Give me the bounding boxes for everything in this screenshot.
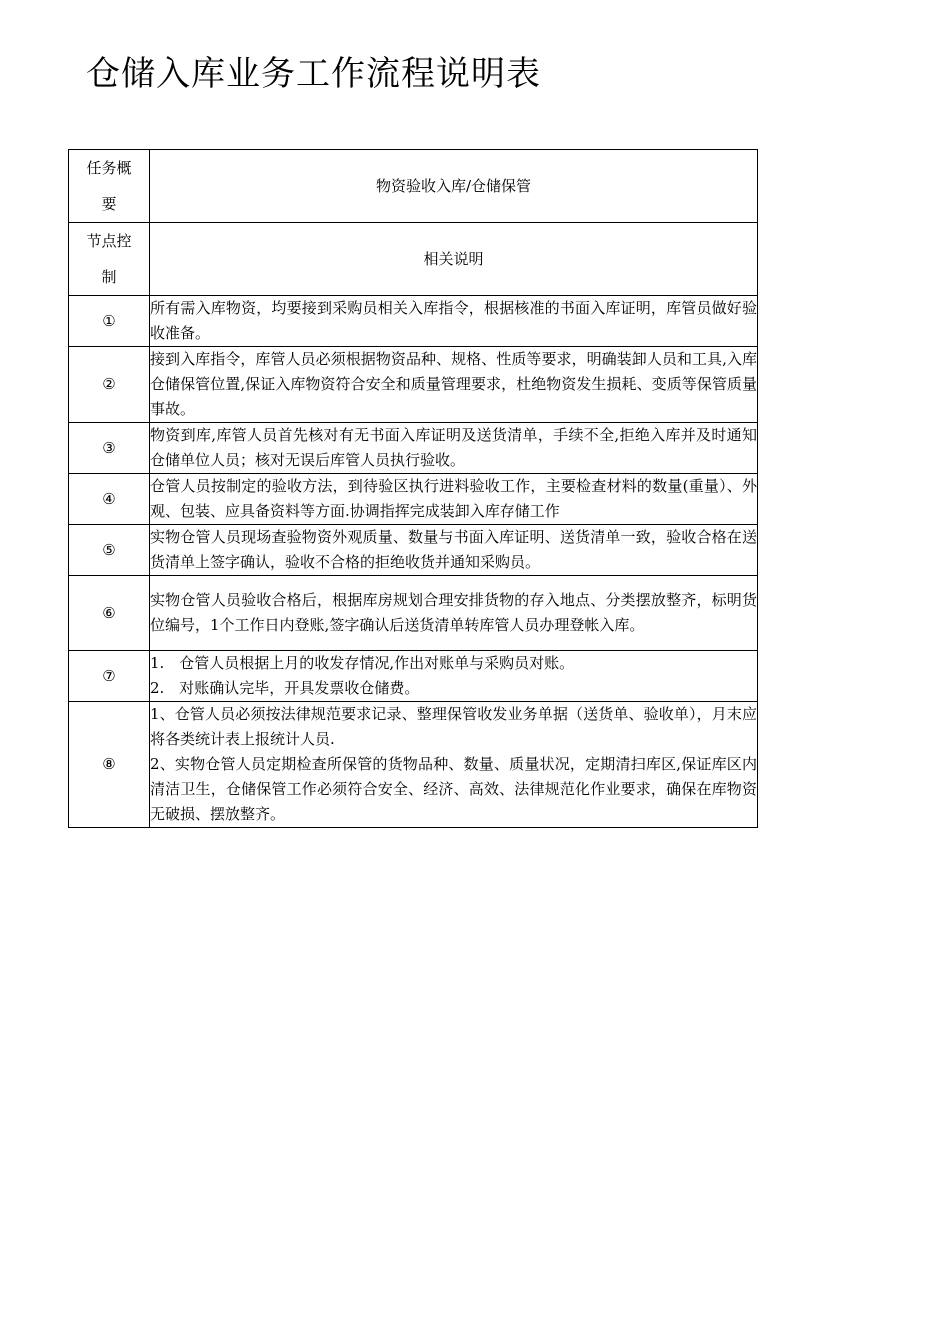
step-number: ① <box>69 296 150 347</box>
step-description <box>150 474 758 525</box>
node-control-row <box>69 223 758 296</box>
table-row <box>69 347 758 423</box>
node-control-value: 相关说明 <box>150 223 758 296</box>
step-description <box>150 296 758 347</box>
step-text: 仓管人员按制定的验收方法，到待验区执行进料验收工作，主要检查材料的数量(重量）、外观、包装、应具备资料等方面.协调指挥完成装卸入库存储工作 <box>150 477 757 520</box>
step-text: 所有需入库物资，均要接到采购员相关入库指令，根据核准的书面入库证明，库管员做好验收准备。 <box>150 299 757 342</box>
table-row <box>69 296 758 347</box>
table-row <box>69 423 758 474</box>
step-text-line-2: 2. 对账确认完毕，开具发票收仓储费。 <box>150 679 420 697</box>
step-text: 接到入库指令，库管人员必须根据物资品种、规格、性质等要求，明确装卸人员和工具,入库仓储保管位置,保证入库物资符合安全和质量管理要求，杜绝物资发生损耗、变质等保管质量事故。 <box>150 350 757 418</box>
step-number: ③ <box>69 423 150 474</box>
step-text-line-1: 1、仓管人员必须按法律规范要求记录、整理保管收发业务单据（送货单、验收单），月末应将各类统计表上报统计人员. <box>150 705 757 748</box>
step-description <box>150 651 758 702</box>
step-text: 物资到库,库管人员首先核对有无书面入库证明及送货清单，手续不全,拒绝入库并及时通知仓储单位人员；核对无误后库管人员执行验收。 <box>150 426 757 469</box>
step-description <box>150 423 758 474</box>
workflow-table <box>68 149 758 828</box>
step-description <box>150 347 758 423</box>
step-number: ⑤ <box>69 525 150 576</box>
task-summary-label-text: 任务概要 <box>86 159 132 213</box>
step-number: ⑧ <box>69 702 150 828</box>
table-row <box>69 576 758 651</box>
step-text: 实物仓管人员现场查验物资外观质量、数量与书面入库证明、送货清单一致，验收合格在送货清单上签字确认，验收不合格的拒绝收货并通知采购员。 <box>150 528 757 571</box>
step-text: 实物仓管人员验收合格后，根据库房规划合理安排货物的存入地点、分类摆放整齐，标明货位编号，1个工作日内登账,签字确认后送货清单转库管人员办理登帐入库。 <box>150 591 757 634</box>
table-row <box>69 702 758 828</box>
step-description <box>150 702 758 828</box>
task-summary-value: 物资验收入库/仓储保管 <box>150 150 758 223</box>
step-description <box>150 576 758 651</box>
page-title: 仓储入库业务工作流程说明表 <box>86 54 541 94</box>
table-row <box>69 651 758 702</box>
task-summary-row <box>69 150 758 223</box>
step-text-line-2: 2、实物仓管人员定期检查所保管的货物品种、数量、质量状况，定期清扫库区,保证库区内清洁卫生，仓储保管工作必须符合安全、经济、高效、法律规范化作业要求，确保在库物资无破损、摆放整齐。 <box>150 755 757 823</box>
step-description <box>150 525 758 576</box>
step-number: ⑥ <box>69 576 150 651</box>
step-number: ⑦ <box>69 651 150 702</box>
node-control-label <box>69 223 150 296</box>
step-text-line-1: 1. 仓管人员根据上月的收发存情况,作出对账单与采购员对账。 <box>150 654 575 672</box>
table-row <box>69 474 758 525</box>
step-number: ④ <box>69 474 150 525</box>
node-control-label-text: 节点控制 <box>86 232 132 286</box>
table-row <box>69 525 758 576</box>
step-number: ② <box>69 347 150 423</box>
task-summary-label <box>69 150 150 223</box>
